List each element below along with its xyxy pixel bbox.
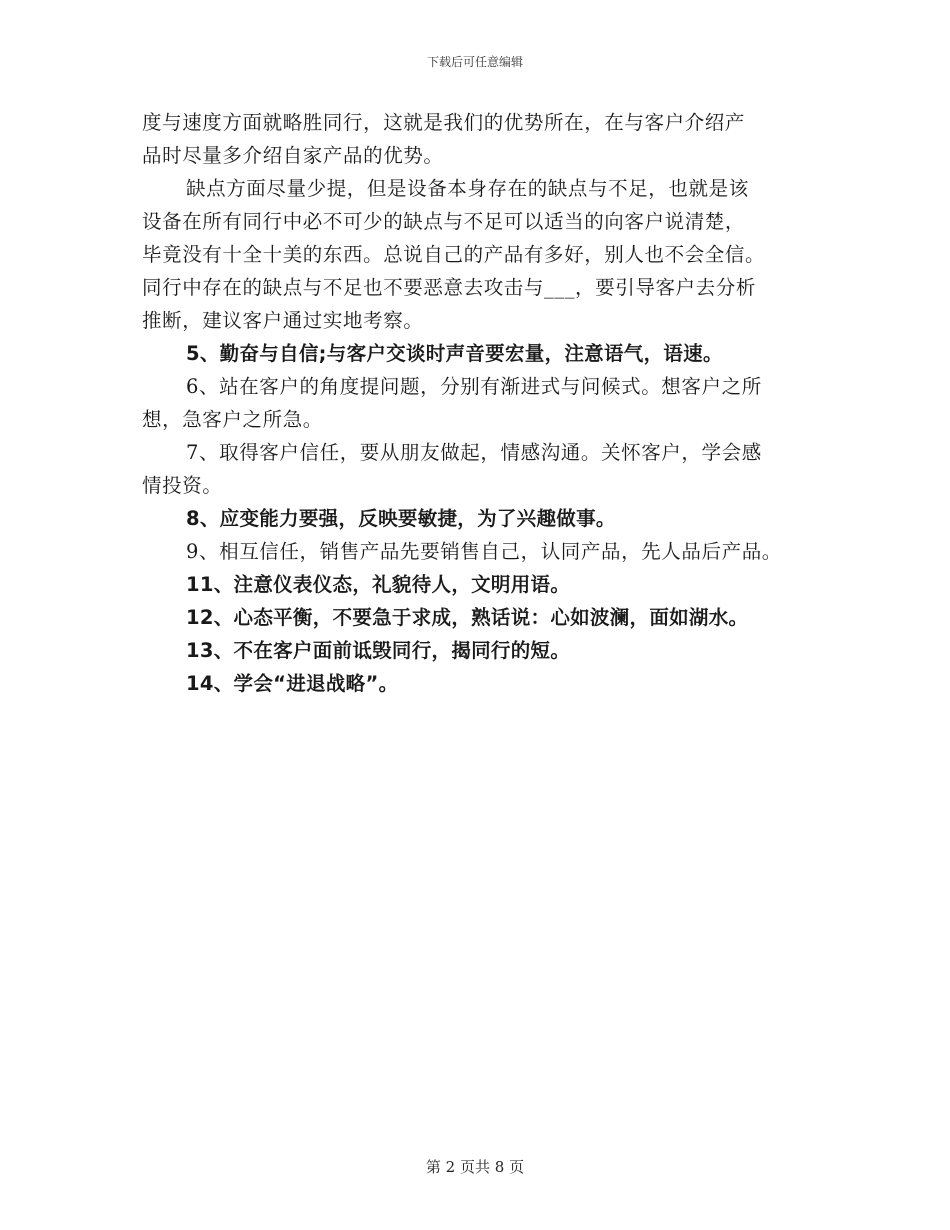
text-line: 11、注意仪表仪态，礼貌待人，文明用语。 — [186, 573, 571, 596]
text-line: 5、勤奋与自信;与客户交谈时声音要宏量，注意语气，语速。 — [186, 342, 723, 365]
text-line: 想，急客户之所急。 — [142, 408, 323, 431]
list-item-8 — [142, 502, 822, 535]
text-line: 推断，建议客户通过实地考察。 — [142, 309, 424, 332]
list-item-7 — [142, 436, 822, 502]
list-item-5 — [142, 337, 822, 370]
text-line: 13、不在客户面前诋毁同行，揭同行的短。 — [186, 639, 571, 662]
text-line: 7、取得客户信任，要从朋友做起，情感沟通。关怀客户，学会感 — [186, 441, 762, 464]
text-line: 品时尽量多介绍自家产品的优势。 — [142, 144, 444, 167]
text-line: 14、学会“进退战略”。 — [186, 672, 399, 695]
page-footer: 第 2 页共 8 页 — [425, 1158, 525, 1176]
text-line: 同行中存在的缺点与不足也不要恶意去攻击与___，要引导客户去分析 — [142, 276, 756, 299]
text-line: 缺点方面尽量少提，但是设备本身存在的缺点与不足，也就是该 — [186, 177, 749, 200]
list-item-6 — [142, 370, 822, 436]
text-line: 6、站在客户的角度提问题，分别有渐进式与问候式。想客户之所 — [186, 375, 762, 398]
paragraph-shortcomings — [142, 172, 822, 337]
page-header: 下载后可任意编辑 — [426, 55, 523, 69]
text-line: 12、心态平衡，不要急于求成，熟话说：心如波澜，面如湖水。 — [186, 606, 749, 629]
text-line: 8、应变能力要强，反映要敏捷，为了兴趣做事。 — [186, 507, 616, 530]
list-item-13 — [142, 634, 822, 667]
list-item-11 — [142, 568, 822, 601]
list-item-12 — [142, 601, 822, 634]
list-item-9 — [142, 535, 822, 568]
list-item-14 — [142, 667, 822, 700]
text-line: 设备在所有同行中必不可少的缺点与不足可以适当的向客户说清楚， — [142, 210, 746, 233]
text-line: 情投资。 — [142, 474, 223, 497]
text-line: 度与速度方面就略胜同行，这就是我们的优势所在，在与客户介绍产 — [142, 111, 746, 134]
paragraph-continuation — [142, 106, 822, 172]
document-body — [142, 106, 822, 700]
text-line: 毕竟没有十全十美的东西。总说自己的产品有多好，别人也不会全信。 — [142, 243, 766, 266]
text-line: 9、相互信任，销售产品先要销售自己，认同产品，先人品后产品。 — [186, 540, 782, 563]
